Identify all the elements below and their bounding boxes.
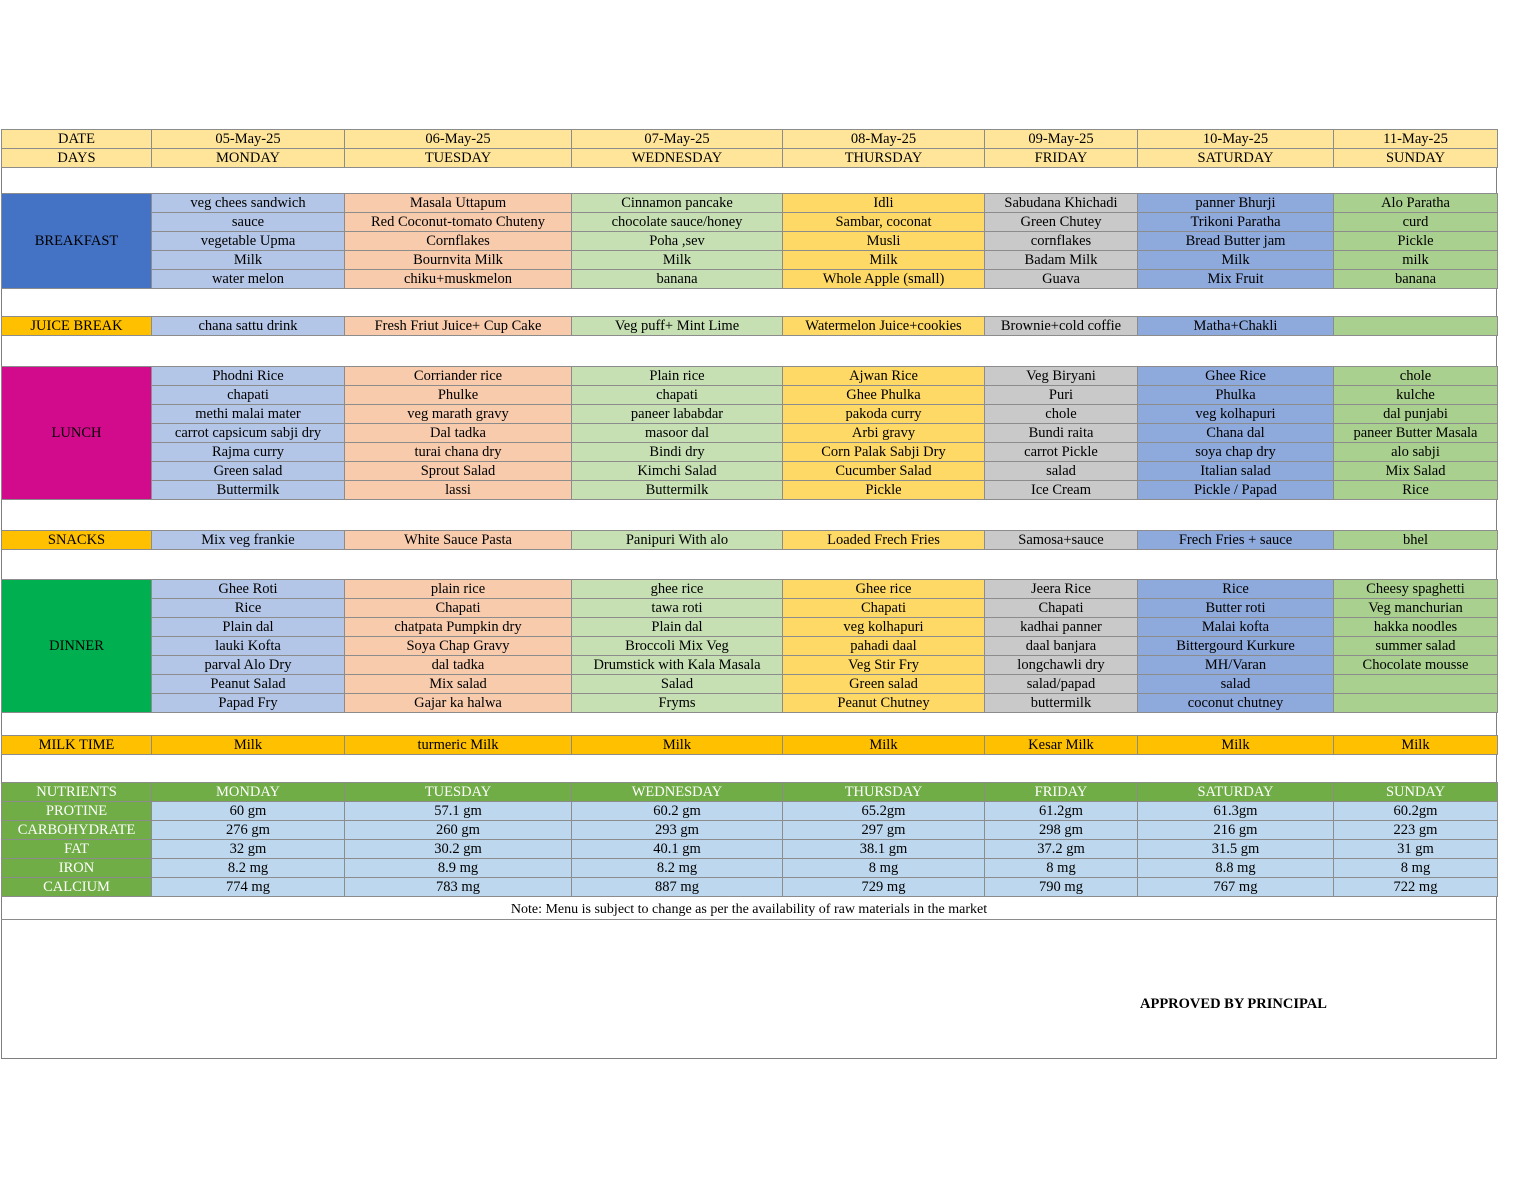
- dinner-row: [2, 599, 1498, 618]
- nutrient-value: 887 mg: [572, 878, 783, 897]
- breakfast-item: veg chees sandwich: [152, 194, 345, 213]
- dinner-item: Papad Fry: [152, 694, 345, 713]
- spacer-cell: [2, 550, 1498, 580]
- breakfast-item: Sabudana Khichadi: [985, 194, 1138, 213]
- breakfast-item: panner Bhurji: [1138, 194, 1334, 213]
- breakfast-row: [2, 213, 1498, 232]
- dinner-item: Jeera Rice: [985, 580, 1138, 599]
- menu-note: Note: Menu is subject to change as per the availability of raw materials in the market: [510, 902, 988, 917]
- spacer-row: [2, 336, 1498, 367]
- dinner-item: Fryms: [572, 694, 783, 713]
- lunch-item: pakoda curry: [783, 405, 985, 424]
- date-cell: 11-May-25: [1334, 130, 1498, 149]
- spacer-cell: [2, 713, 1498, 736]
- spacer-row: [2, 755, 1498, 783]
- breakfast-item: banana: [572, 270, 783, 289]
- dinner-item: Peanut Chutney: [783, 694, 985, 713]
- nutrient-row: [2, 821, 1498, 840]
- nutrient-value: 729 mg: [783, 878, 985, 897]
- days-row: [2, 149, 1498, 168]
- breakfast-item: Trikoni Paratha: [1138, 213, 1334, 232]
- juice-break-item: Matha+Chakli: [1138, 317, 1334, 336]
- dinner-row: [2, 694, 1498, 713]
- breakfast-item: Pickle: [1334, 232, 1498, 251]
- date-cell: 10-May-25: [1138, 130, 1334, 149]
- lunch-item: Dal tadka: [345, 424, 572, 443]
- lunch-item: Pickle: [783, 481, 985, 500]
- dinner-row: [2, 656, 1498, 675]
- lunch-item: Rice: [1334, 481, 1498, 500]
- lunch-item: veg kolhapuri: [1138, 405, 1334, 424]
- snacks-item: bhel: [1334, 531, 1498, 550]
- nutrients-day: SATURDAY: [1138, 783, 1334, 802]
- nutrient-row: [2, 859, 1498, 878]
- dinner-item: coconut chutney: [1138, 694, 1334, 713]
- nutrient-value: 8.2 mg: [572, 859, 783, 878]
- nutrient-value: 57.1 gm: [345, 802, 572, 821]
- juice-break-item: Brownie+cold coffie: [985, 317, 1138, 336]
- lunch-item: Corriander rice: [345, 367, 572, 386]
- snacks-row: [2, 531, 1498, 550]
- dinner-item: Plain dal: [572, 618, 783, 637]
- dinner-item: Rice: [152, 599, 345, 618]
- dinner-item: Chocolate mousse: [1334, 656, 1498, 675]
- breakfast-item: Red Coconut-tomato Chuteny: [345, 213, 572, 232]
- day-cell: WEDNESDAY: [572, 149, 783, 168]
- dinner-item: kadhai panner: [985, 618, 1138, 637]
- dinner-item: Plain dal: [152, 618, 345, 637]
- nutrient-value: 61.3gm: [1138, 802, 1334, 821]
- lunch-item: Pickle / Papad: [1138, 481, 1334, 500]
- breakfast-item: Idli: [783, 194, 985, 213]
- dinner-item: [1334, 675, 1498, 694]
- breakfast-item: Milk: [1138, 251, 1334, 270]
- snacks-item: Mix veg frankie: [152, 531, 345, 550]
- nutrient-value: 8 mg: [985, 859, 1138, 878]
- dinner-item: pahadi daal: [783, 637, 985, 656]
- dinner-row: [2, 618, 1498, 637]
- spacer-cell: [2, 755, 1498, 783]
- dinner-item: summer salad: [1334, 637, 1498, 656]
- lunch-row: [2, 462, 1498, 481]
- breakfast-item: Cinnamon pancake: [572, 194, 783, 213]
- dinner-item: salad: [1138, 675, 1334, 694]
- dinner-item: plain rice: [345, 580, 572, 599]
- nutrients-day: WEDNESDAY: [572, 783, 783, 802]
- breakfast-item: Bournvita Milk: [345, 251, 572, 270]
- day-cell: THURSDAY: [783, 149, 985, 168]
- nutrient-value: 783 mg: [345, 878, 572, 897]
- milk-time-item: Milk: [1138, 736, 1334, 755]
- nutrient-value: 37.2 gm: [985, 840, 1138, 859]
- breakfast-row: [2, 232, 1498, 251]
- lunch-item: chole: [985, 405, 1138, 424]
- lunch-item: dal punjabi: [1334, 405, 1498, 424]
- lunch-item: Phodni Rice: [152, 367, 345, 386]
- breakfast-item: Sambar, coconat: [783, 213, 985, 232]
- lunch-item: Ice Cream: [985, 481, 1138, 500]
- nutrient-value: 790 mg: [985, 878, 1138, 897]
- dinner-item: Chapati: [985, 599, 1138, 618]
- breakfast-item: Guava: [985, 270, 1138, 289]
- breakfast-item: Milk: [783, 251, 985, 270]
- milk-time-item: Milk: [152, 736, 345, 755]
- dinner-row: [2, 675, 1498, 694]
- nutrient-value: 297 gm: [783, 821, 985, 840]
- breakfast-item: cornflakes: [985, 232, 1138, 251]
- lunch-item: Phulka: [1138, 386, 1334, 405]
- milk-time-item: Milk: [783, 736, 985, 755]
- nutrient-name: FAT: [2, 840, 152, 859]
- lunch-item: masoor dal: [572, 424, 783, 443]
- juice-break-item: chana sattu drink: [152, 317, 345, 336]
- lunch-item: turai chana dry: [345, 443, 572, 462]
- breakfast-item: Masala Uttapum: [345, 194, 572, 213]
- breakfast-item: Alo Paratha: [1334, 194, 1498, 213]
- breakfast-item: sauce: [152, 213, 345, 232]
- breakfast-item: Badam Milk: [985, 251, 1138, 270]
- nutrient-row: [2, 840, 1498, 859]
- nutrient-value: 61.2gm: [985, 802, 1138, 821]
- dinner-item: Rice: [1138, 580, 1334, 599]
- nutrient-value: 298 gm: [985, 821, 1138, 840]
- day-cell: TUESDAY: [345, 149, 572, 168]
- dinner-item: Veg manchurian: [1334, 599, 1498, 618]
- milk-time-item: turmeric Milk: [345, 736, 572, 755]
- breakfast-item: Green Chutey: [985, 213, 1138, 232]
- lunch-item: Corn Palak Sabji Dry: [783, 443, 985, 462]
- dinner-item: Malai kofta: [1138, 618, 1334, 637]
- lunch-item: Buttermilk: [152, 481, 345, 500]
- milk-time-item: Milk: [572, 736, 783, 755]
- nutrient-row: [2, 802, 1498, 821]
- dinner-item: Peanut Salad: [152, 675, 345, 694]
- lunch-item: Cucumber Salad: [783, 462, 985, 481]
- dinner-item: Soya Chap Gravy: [345, 637, 572, 656]
- lunch-item: Phulke: [345, 386, 572, 405]
- nutrient-value: 60.2gm: [1334, 802, 1498, 821]
- nutrient-value: 60.2 gm: [572, 802, 783, 821]
- nutrient-value: 40.1 gm: [572, 840, 783, 859]
- spacer-cell: [2, 168, 1498, 194]
- dinner-item: [1334, 694, 1498, 713]
- spacer-row: [2, 289, 1498, 317]
- nutrient-value: 223 gm: [1334, 821, 1498, 840]
- lunch-item: carrot Pickle: [985, 443, 1138, 462]
- nutrient-name: CALCIUM: [2, 878, 152, 897]
- lunch-item: soya chap dry: [1138, 443, 1334, 462]
- lunch-item: Plain rice: [572, 367, 783, 386]
- juice-break-item: Watermelon Juice+cookies: [783, 317, 985, 336]
- nutrient-name: IRON: [2, 859, 152, 878]
- nutrients-day: THURSDAY: [783, 783, 985, 802]
- breakfast-item: Musli: [783, 232, 985, 251]
- lunch-item: Ghee Phulka: [783, 386, 985, 405]
- spacer-row: [2, 500, 1498, 531]
- spacer-cell: [2, 289, 1498, 317]
- lunch-item: Ajwan Rice: [783, 367, 985, 386]
- dinner-item: veg kolhapuri: [783, 618, 985, 637]
- date-cell: 09-May-25: [985, 130, 1138, 149]
- dinner-item: Gajar ka halwa: [345, 694, 572, 713]
- breakfast-item: Milk: [152, 251, 345, 270]
- dinner-item: Broccoli Mix Veg: [572, 637, 783, 656]
- breakfast-item: milk: [1334, 251, 1498, 270]
- lunch-item: Ghee Rice: [1138, 367, 1334, 386]
- lunch-item: chole: [1334, 367, 1498, 386]
- lunch-item: paneer Butter Masala: [1334, 424, 1498, 443]
- nutrient-value: 8 mg: [1334, 859, 1498, 878]
- nutrient-value: 774 mg: [152, 878, 345, 897]
- dinner-item: parval Alo Dry: [152, 656, 345, 675]
- milk-time-label: MILK TIME: [2, 736, 152, 755]
- dinner-row: [2, 580, 1498, 599]
- lunch-item: Mix Salad: [1334, 462, 1498, 481]
- lunch-row: [2, 481, 1498, 500]
- nutrient-value: 30.2 gm: [345, 840, 572, 859]
- nutrients-day: TUESDAY: [345, 783, 572, 802]
- breakfast-item: Whole Apple (small): [783, 270, 985, 289]
- snacks-item: Frech Fries + sauce: [1138, 531, 1334, 550]
- lunch-item: Sprout Salad: [345, 462, 572, 481]
- lunch-item: chapati: [572, 386, 783, 405]
- snacks-item: White Sauce Pasta: [345, 531, 572, 550]
- breakfast-item: Mix Fruit: [1138, 270, 1334, 289]
- spacer-cell: [2, 500, 1498, 531]
- dinner-item: Butter roti: [1138, 599, 1334, 618]
- dinner-item: Mix salad: [345, 675, 572, 694]
- nutrient-value: 722 mg: [1334, 878, 1498, 897]
- dinner-item: Chapati: [783, 599, 985, 618]
- day-cell: SATURDAY: [1138, 149, 1334, 168]
- lunch-row: [2, 443, 1498, 462]
- snacks-item: Samosa+sauce: [985, 531, 1138, 550]
- breakfast-item: Cornflakes: [345, 232, 572, 251]
- nutrient-value: 293 gm: [572, 821, 783, 840]
- breakfast-item: chiku+muskmelon: [345, 270, 572, 289]
- snacks-item: Panipuri With alo: [572, 531, 783, 550]
- approval-signature-label: APPROVED BY PRINCIPAL: [1140, 996, 1327, 1012]
- juice-break-item: [1334, 317, 1498, 336]
- lunch-item: Puri: [985, 386, 1138, 405]
- lunch-item: chapati: [152, 386, 345, 405]
- juice-break-item: Veg puff+ Mint Lime: [572, 317, 783, 336]
- dinner-item: Ghee Roti: [152, 580, 345, 599]
- lunch-item: paneer lababdar: [572, 405, 783, 424]
- dinner-item: salad/papad: [985, 675, 1138, 694]
- nutrient-value: 31.5 gm: [1138, 840, 1334, 859]
- dinner-item: Chapati: [345, 599, 572, 618]
- dinner-item: Ghee rice: [783, 580, 985, 599]
- days-label: DAYS: [2, 149, 152, 168]
- dinner-label: DINNER: [2, 580, 152, 713]
- day-cell: FRIDAY: [985, 149, 1138, 168]
- lunch-item: Green salad: [152, 462, 345, 481]
- dinner-item: dal tadka: [345, 656, 572, 675]
- milk-time-item: Milk: [1334, 736, 1498, 755]
- breakfast-item: water melon: [152, 270, 345, 289]
- lunch-item: Veg Biryani: [985, 367, 1138, 386]
- nutrient-value: 60 gm: [152, 802, 345, 821]
- dinner-item: MH/Varan: [1138, 656, 1334, 675]
- dinner-item: Drumstick with Kala Masala: [572, 656, 783, 675]
- nutrient-value: 767 mg: [1138, 878, 1334, 897]
- breakfast-row: [2, 194, 1498, 213]
- nutrients-label: NUTRIENTS: [2, 783, 152, 802]
- nutrients-header-row: [2, 783, 1498, 802]
- lunch-row: [2, 424, 1498, 443]
- lunch-label: LUNCH: [2, 367, 152, 500]
- lunch-item: Buttermilk: [572, 481, 783, 500]
- lunch-item: lassi: [345, 481, 572, 500]
- snacks-label: SNACKS: [2, 531, 152, 550]
- dinner-item: Salad: [572, 675, 783, 694]
- breakfast-item: Poha ,sev: [572, 232, 783, 251]
- date-cell: 05-May-25: [152, 130, 345, 149]
- breakfast-item: Bread Butter jam: [1138, 232, 1334, 251]
- nutrients-day: SUNDAY: [1334, 783, 1498, 802]
- juice-break-item: Fresh Friut Juice+ Cup Cake: [345, 317, 572, 336]
- date-cell: 07-May-25: [572, 130, 783, 149]
- lunch-item: Arbi gravy: [783, 424, 985, 443]
- lunch-row: [2, 367, 1498, 386]
- breakfast-item: Milk: [572, 251, 783, 270]
- milk-time-row: [2, 736, 1498, 755]
- date-cell: 06-May-25: [345, 130, 572, 149]
- lunch-item: kulche: [1334, 386, 1498, 405]
- nutrient-row: [2, 878, 1498, 897]
- lunch-row: [2, 405, 1498, 424]
- dinner-item: Bittergourd Kurkure: [1138, 637, 1334, 656]
- lunch-item: carrot capsicum sabji dry: [152, 424, 345, 443]
- lunch-item: Kimchi Salad: [572, 462, 783, 481]
- lunch-item: veg marath gravy: [345, 405, 572, 424]
- nutrient-value: 8.8 mg: [1138, 859, 1334, 878]
- nutrient-value: 38.1 gm: [783, 840, 985, 859]
- dinner-item: lauki Kofta: [152, 637, 345, 656]
- nutrient-value: 8.2 mg: [152, 859, 345, 878]
- dinner-item: Veg Stir Fry: [783, 656, 985, 675]
- lunch-item: Bindi dry: [572, 443, 783, 462]
- dinner-item: Cheesy spaghetti: [1334, 580, 1498, 599]
- breakfast-row: [2, 251, 1498, 270]
- weekly-menu-table: [1, 129, 1498, 897]
- date-cell: 08-May-25: [783, 130, 985, 149]
- juice-break-label: JUICE BREAK: [2, 317, 152, 336]
- breakfast-item: vegetable Upma: [152, 232, 345, 251]
- nutrients-day: MONDAY: [152, 783, 345, 802]
- nutrient-value: 8 mg: [783, 859, 985, 878]
- nutrient-name: PROTINE: [2, 802, 152, 821]
- breakfast-item: curd: [1334, 213, 1498, 232]
- breakfast-item: banana: [1334, 270, 1498, 289]
- nutrient-name: CARBOHYDRATE: [2, 821, 152, 840]
- snacks-item: Loaded Frech Fries: [783, 531, 985, 550]
- dinner-item: hakka noodles: [1334, 618, 1498, 637]
- nutrient-value: 276 gm: [152, 821, 345, 840]
- breakfast-row: [2, 270, 1498, 289]
- lunch-row: [2, 386, 1498, 405]
- lunch-item: methi malai mater: [152, 405, 345, 424]
- dinner-item: ghee rice: [572, 580, 783, 599]
- dinner-item: daal banjara: [985, 637, 1138, 656]
- dinner-item: Green salad: [783, 675, 985, 694]
- spacer-cell: [2, 336, 1498, 367]
- breakfast-label: BREAKFAST: [2, 194, 152, 289]
- spacer-row: [2, 550, 1498, 580]
- dinner-item: longchawli dry: [985, 656, 1138, 675]
- breakfast-item: chocolate sauce/honey: [572, 213, 783, 232]
- milk-time-item: Kesar Milk: [985, 736, 1138, 755]
- juice-break-row: [2, 317, 1498, 336]
- lunch-item: salad: [985, 462, 1138, 481]
- dinner-item: tawa roti: [572, 599, 783, 618]
- nutrient-value: 260 gm: [345, 821, 572, 840]
- day-cell: MONDAY: [152, 149, 345, 168]
- nutrients-day: FRIDAY: [985, 783, 1138, 802]
- nutrient-value: 8.9 mg: [345, 859, 572, 878]
- nutrient-value: 32 gm: [152, 840, 345, 859]
- dinner-item: buttermilk: [985, 694, 1138, 713]
- nutrient-value: 65.2gm: [783, 802, 985, 821]
- lunch-item: Bundi raita: [985, 424, 1138, 443]
- day-cell: SUNDAY: [1334, 149, 1498, 168]
- lunch-item: Rajma curry: [152, 443, 345, 462]
- date-label: DATE: [2, 130, 152, 149]
- nutrient-value: 31 gm: [1334, 840, 1498, 859]
- lunch-item: alo sabji: [1334, 443, 1498, 462]
- note-divider: [1, 919, 1497, 920]
- nutrient-value: 216 gm: [1138, 821, 1334, 840]
- spacer-row: [2, 713, 1498, 736]
- dinner-row: [2, 637, 1498, 656]
- date-row: [2, 130, 1498, 149]
- spacer-row: [2, 168, 1498, 194]
- dinner-item: chatpata Pumpkin dry: [345, 618, 572, 637]
- lunch-item: Chana dal: [1138, 424, 1334, 443]
- lunch-item: Italian salad: [1138, 462, 1334, 481]
